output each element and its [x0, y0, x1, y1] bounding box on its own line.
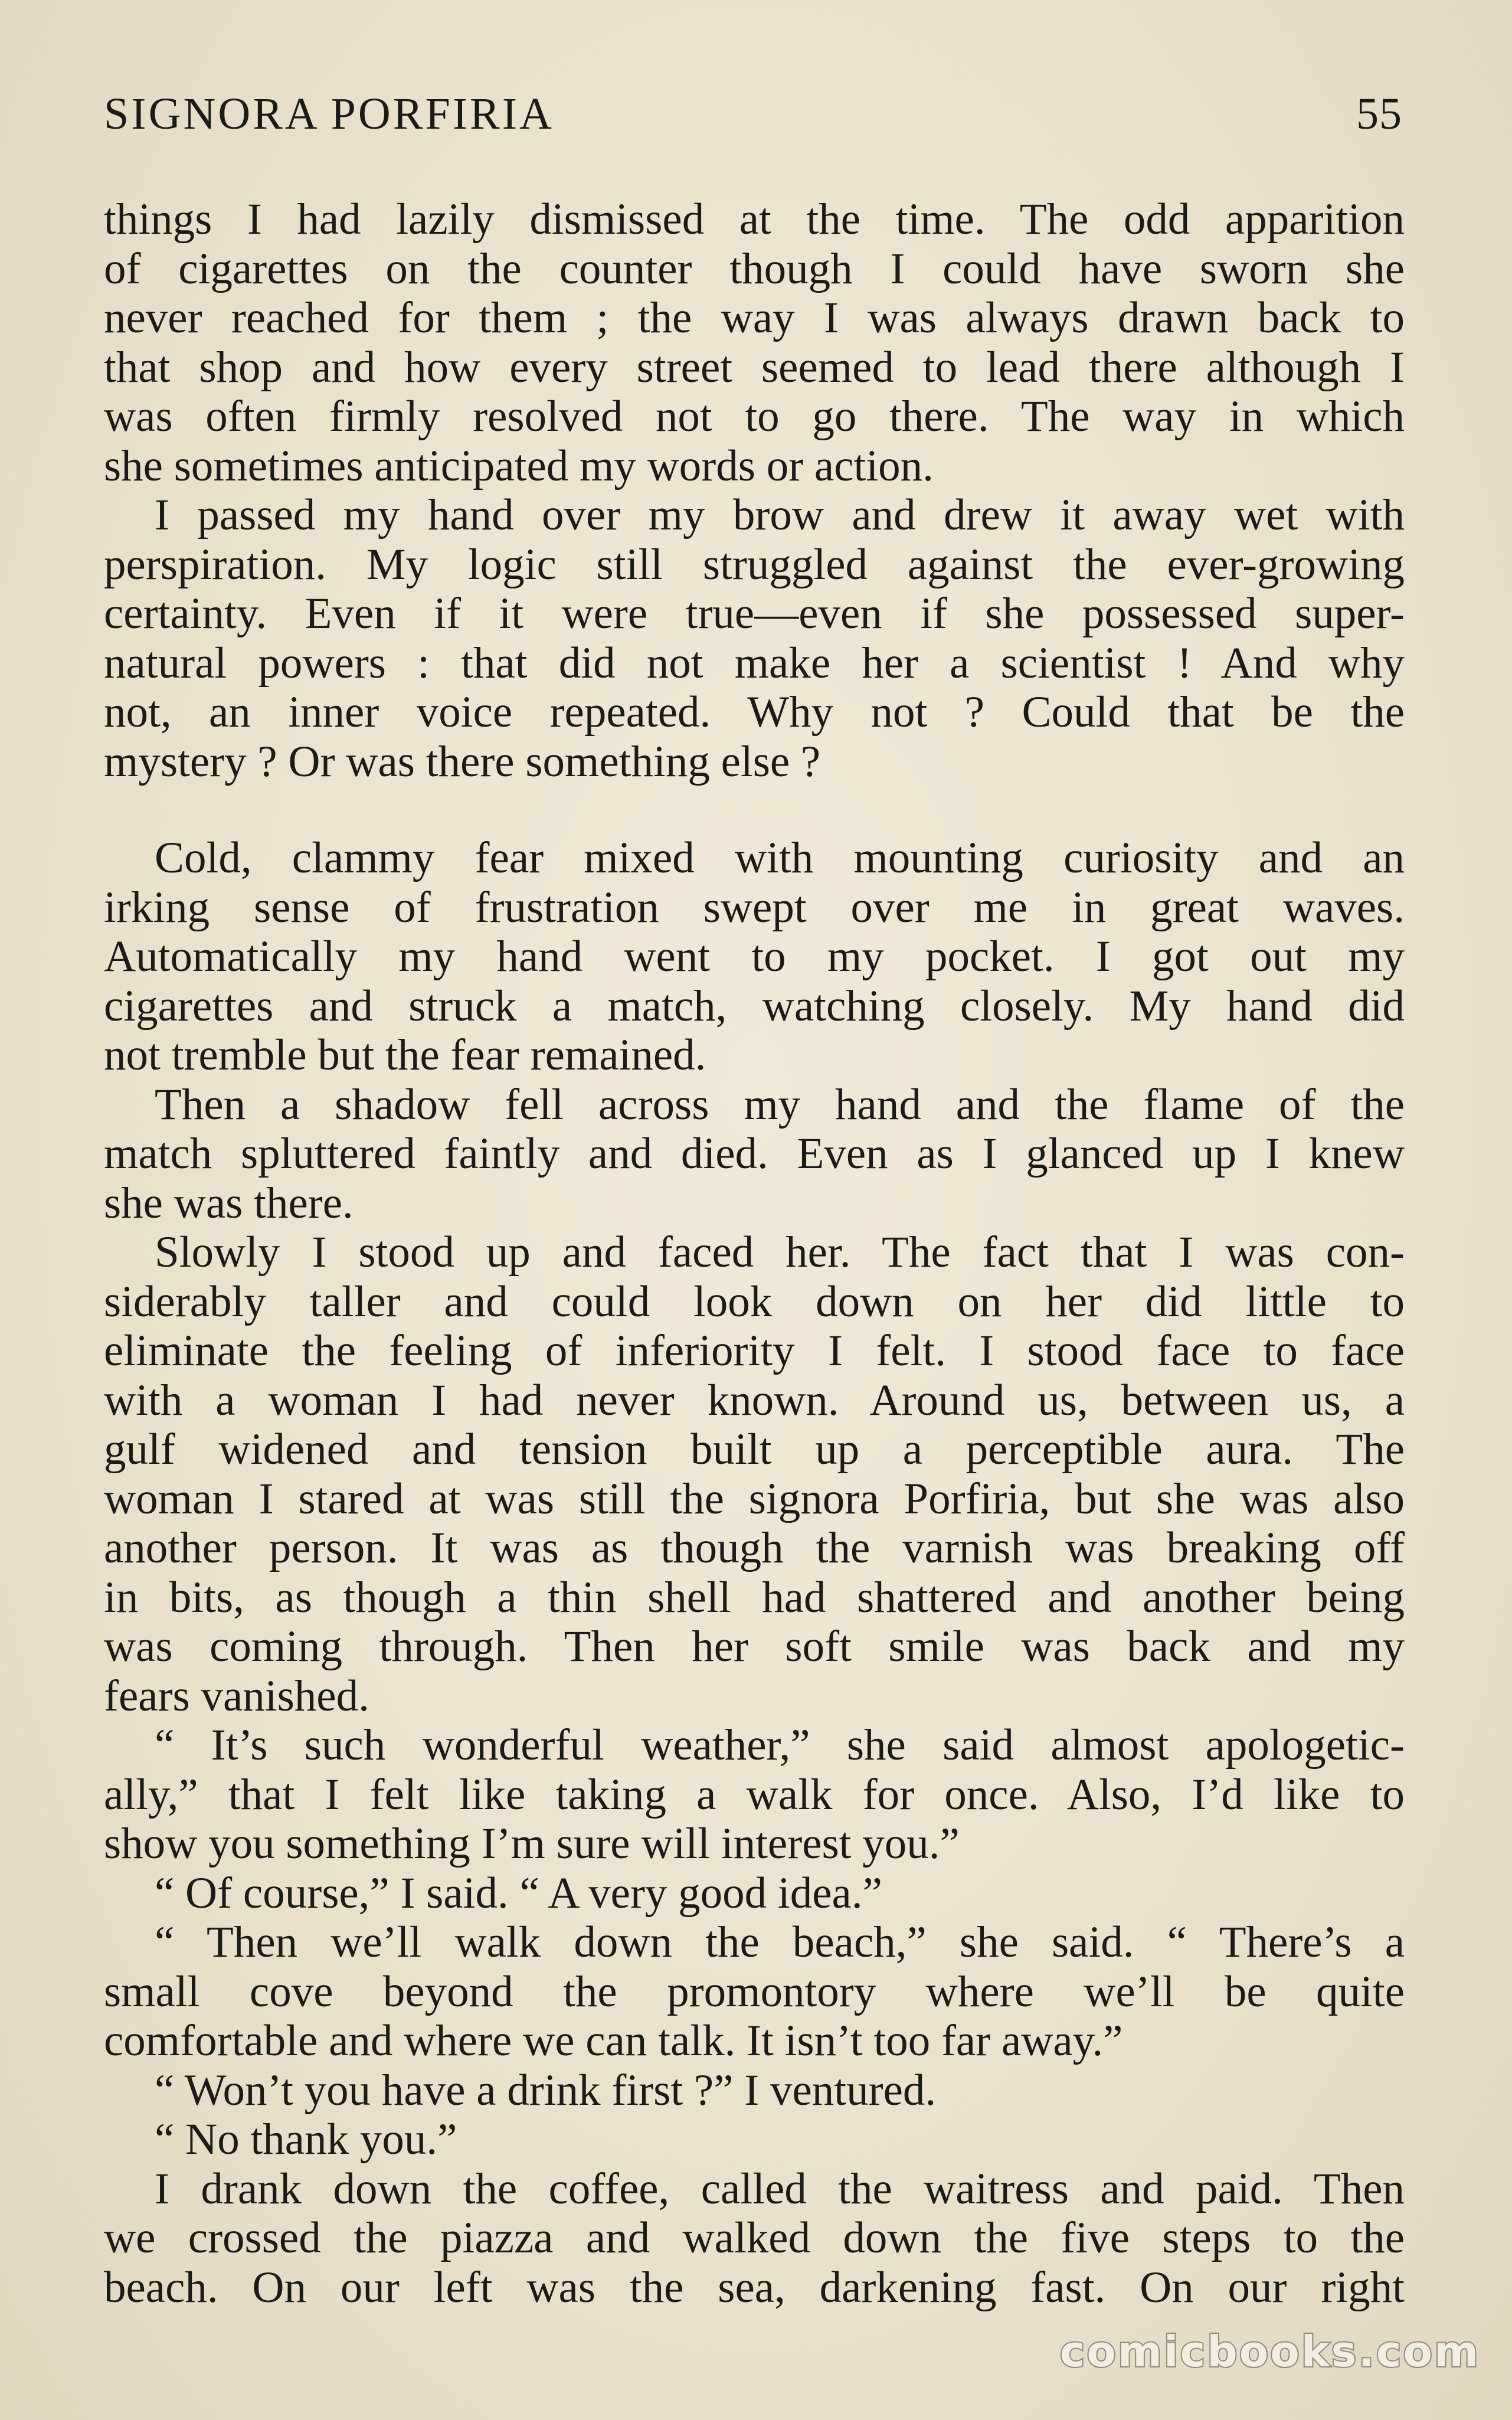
- text-line: she was there.: [104, 1178, 354, 1228]
- text-line: cigarettes and struck a match, watching closely. My hand did: [104, 981, 1405, 1031]
- text-line: with a woman I had never known. Around us, between us, a: [104, 1375, 1405, 1425]
- paragraph: [104, 2066, 1405, 2115]
- text-line: gulf widened and tension built up a perceptible aura. The: [104, 1425, 1405, 1474]
- text-line: comfortable and where we can talk. It isn’t too far away.”: [104, 2016, 1123, 2065]
- text-line: Slowly I stood up and faced her. The fact that I was con-: [155, 1228, 1405, 1277]
- text-line: another person. It was as though the varnish was breaking off: [104, 1523, 1405, 1572]
- text-line: certainty. Even if it were true—even if she possessed super-: [104, 589, 1405, 638]
- text-line: I drank down the coffee, called the waitress and paid. Then: [155, 2164, 1405, 2213]
- text-line: small cove beyond the promontory where we’ll be quite: [104, 1967, 1405, 2016]
- text-line: “ Of course,” I said. “ A very good idea.”: [155, 1868, 882, 1918]
- paragraph: [104, 2115, 1405, 2164]
- text-line: never reached for them ; the way I was always drawn back to: [104, 293, 1405, 342]
- running-title: SIGNORA PORFIRIA: [104, 89, 554, 139]
- text-line: woman I stared at was still the signora Porfiria, but she was also: [104, 1474, 1405, 1523]
- text-line: was coming through. Then her soft smile was back and my: [104, 1622, 1405, 1671]
- text-line: natural powers : that did not make her a scientist ! And why: [104, 638, 1405, 688]
- page-number: 55: [1356, 89, 1402, 139]
- text-line: perspiration. My logic still struggled against the ever-growing: [104, 539, 1405, 589]
- text-line: “ Then we’ll walk down the beach,” she said. “ There’s a: [155, 1918, 1405, 1967]
- paragraph: [104, 833, 1405, 1080]
- text-line: things I had lazily dismissed at the time. The odd apparition: [104, 195, 1405, 244]
- text-line: “ No thank you.”: [155, 2115, 457, 2164]
- text-line: eliminate the feeling of inferiority I felt. I stood face to face: [104, 1326, 1405, 1375]
- paragraph-gap: [104, 786, 1405, 833]
- text-line: mystery ? Or was there something else ?: [104, 737, 821, 786]
- text-line: “ Won’t you have a drink first ?” I ventured.: [155, 2065, 937, 2115]
- paragraph: [104, 195, 1405, 490]
- text-line: we crossed the piazza and walked down the five steps to the: [104, 2213, 1405, 2262]
- text-line: match spluttered faintly and died. Even as I glanced up I knew: [104, 1129, 1405, 1178]
- text-line: ally,” that I felt like taking a walk for once. Also, I’d like to: [104, 1770, 1405, 1819]
- watermark: comicbooks.com: [1059, 2327, 1480, 2376]
- paragraph: [104, 2164, 1405, 2313]
- text-line: not tremble but the fear remained.: [104, 1031, 706, 1080]
- paragraph: [104, 1918, 1405, 2066]
- text-line: show you something I’m sure will interest you.”: [104, 1819, 960, 1868]
- paragraph: [104, 1721, 1405, 1869]
- text-line: beach. On our left was the sea, darkening fast. On our right: [104, 2262, 1405, 2312]
- text-line: not, an inner voice repeated. Why not ? Could that be the: [104, 688, 1405, 737]
- text-line: she sometimes anticipated my words or action.: [104, 441, 934, 490]
- text-line: fears vanished.: [104, 1671, 369, 1721]
- text-line: in bits, as though a thin shell had shattered and another being: [104, 1572, 1405, 1622]
- text-line: was often firmly resolved not to go there. The way in which: [104, 392, 1405, 441]
- paragraph: [104, 1228, 1405, 1721]
- text-line: “ It’s such wonderful weather,” she said almost apologetic-: [155, 1721, 1405, 1770]
- text-line: siderably taller and could look down on her did little to: [104, 1277, 1405, 1326]
- text-line: that shop and how every street seemed to lead there although I: [104, 342, 1405, 392]
- text-line: Then a shadow fell across my hand and the flame of the: [155, 1080, 1405, 1129]
- paragraph: [104, 1080, 1405, 1228]
- text-line: I passed my hand over my brow and drew it away wet with: [155, 490, 1405, 539]
- running-header: [104, 89, 1402, 153]
- text-line: irking sense of frustration swept over me in great waves.: [104, 882, 1405, 932]
- text-line: Cold, clammy fear mixed with mounting curiosity and an: [155, 833, 1405, 882]
- paragraph: [104, 490, 1405, 786]
- text-line: of cigarettes on the counter though I could have sworn she: [104, 244, 1405, 293]
- text-line: Automatically my hand went to my pocket. I got out my: [104, 932, 1405, 981]
- body-text: [104, 195, 1405, 2312]
- paragraph: [104, 1869, 1405, 1918]
